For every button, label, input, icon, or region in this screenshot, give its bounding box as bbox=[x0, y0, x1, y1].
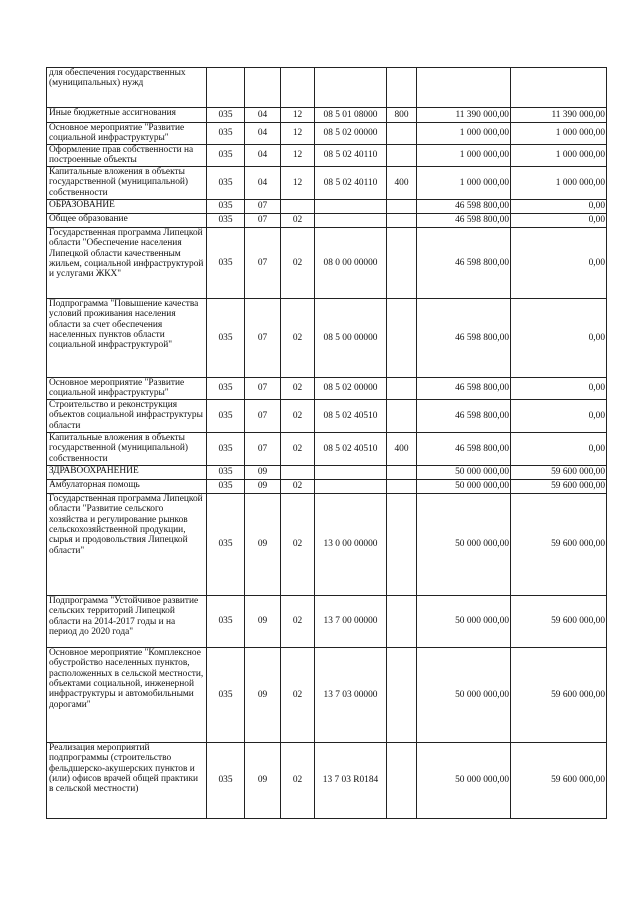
expense-type-cell bbox=[387, 479, 417, 493]
ministry-code-cell: 035 bbox=[207, 432, 245, 465]
table-row bbox=[47, 377, 607, 399]
amount-year2-cell: 59 600 000,00 bbox=[511, 479, 607, 493]
section-code-cell: 07 bbox=[245, 227, 281, 298]
ministry-code-cell: 035 bbox=[207, 123, 245, 145]
section-code-cell: 09 bbox=[245, 479, 281, 493]
expense-name-cell: Строительство и реконструкция объектов социальной инфраструктуры области bbox=[47, 399, 207, 432]
target-article-cell bbox=[315, 199, 387, 213]
ministry-code-cell: 035 bbox=[207, 145, 245, 167]
expense-name-cell: Основное мероприятие "Развитие социальной инфраструктуры" bbox=[47, 123, 207, 145]
target-article-cell: 08 0 00 00000 bbox=[315, 227, 387, 298]
amount-year1-cell: 46 598 800,00 bbox=[417, 298, 511, 377]
amount-year2-cell: 0,00 bbox=[511, 199, 607, 213]
ministry-code-cell: 035 bbox=[207, 108, 245, 123]
section-code-cell: 07 bbox=[245, 298, 281, 377]
target-article-cell: 13 7 03 00000 bbox=[315, 647, 387, 742]
expense-name-cell: Иные бюджетные ассигнования bbox=[47, 108, 207, 123]
section-code-cell: 09 bbox=[245, 647, 281, 742]
subsection-code-cell: 02 bbox=[281, 227, 315, 298]
subsection-code-cell: 02 bbox=[281, 399, 315, 432]
target-article-cell: 08 5 02 40510 bbox=[315, 432, 387, 465]
budget-table bbox=[46, 67, 607, 819]
table-row bbox=[47, 647, 607, 742]
section-code-cell: 07 bbox=[245, 432, 281, 465]
expense-name-cell: Амбулаторная помощь bbox=[47, 479, 207, 493]
target-article-cell: 13 0 00 00000 bbox=[315, 493, 387, 595]
target-article-cell bbox=[315, 68, 387, 108]
ministry-code-cell: 035 bbox=[207, 595, 245, 647]
expense-type-cell bbox=[387, 742, 417, 818]
amount-year1-cell: 50 000 000,00 bbox=[417, 647, 511, 742]
target-article-cell: 08 5 02 40110 bbox=[315, 166, 387, 199]
amount-year1-cell: 50 000 000,00 bbox=[417, 479, 511, 493]
expense-type-cell bbox=[387, 213, 417, 227]
table-row bbox=[47, 465, 607, 479]
subsection-code-cell: 12 bbox=[281, 145, 315, 167]
amount-year1-cell: 11 390 000,00 bbox=[417, 108, 511, 123]
expense-name-cell: Основное мероприятие "Развитие социальной инфраструктуры" bbox=[47, 377, 207, 399]
table-row bbox=[47, 742, 607, 818]
expense-name-cell: Подпрограмма "Устойчивое развитие сельских территорий Липецкой области на 2014-2017 годы и на период до 2020 года" bbox=[47, 595, 207, 647]
subsection-code-cell: 02 bbox=[281, 377, 315, 399]
section-code-cell: 04 bbox=[245, 145, 281, 167]
amount-year1-cell: 46 598 800,00 bbox=[417, 399, 511, 432]
amount-year1-cell: 50 000 000,00 bbox=[417, 742, 511, 818]
subsection-code-cell: 12 bbox=[281, 123, 315, 145]
target-article-cell: 13 7 00 00000 bbox=[315, 595, 387, 647]
subsection-code-cell: 12 bbox=[281, 166, 315, 199]
expense-name-cell: Капитальные вложения в объекты государственной (муниципальной) собственности bbox=[47, 432, 207, 465]
subsection-code-cell: 02 bbox=[281, 595, 315, 647]
expense-type-cell bbox=[387, 199, 417, 213]
subsection-code-cell: 02 bbox=[281, 432, 315, 465]
section-code-cell: 09 bbox=[245, 595, 281, 647]
expense-name-cell: Оформление прав собственности на построенные объекты bbox=[47, 145, 207, 167]
subsection-code-cell bbox=[281, 465, 315, 479]
amount-year2-cell: 59 600 000,00 bbox=[511, 465, 607, 479]
expense-type-cell: 400 bbox=[387, 166, 417, 199]
expense-name-cell: ЗДРАВООХРАНЕНИЕ bbox=[47, 465, 207, 479]
expense-type-cell bbox=[387, 377, 417, 399]
ministry-code-cell: 035 bbox=[207, 465, 245, 479]
expense-type-cell: 800 bbox=[387, 108, 417, 123]
amount-year1-cell: 1 000 000,00 bbox=[417, 166, 511, 199]
expense-type-cell bbox=[387, 647, 417, 742]
expense-name-cell: Общее образование bbox=[47, 213, 207, 227]
section-code-cell: 07 bbox=[245, 399, 281, 432]
subsection-code-cell: 02 bbox=[281, 479, 315, 493]
target-article-cell bbox=[315, 213, 387, 227]
amount-year1-cell: 50 000 000,00 bbox=[417, 595, 511, 647]
target-article-cell: 08 5 02 00000 bbox=[315, 123, 387, 145]
amount-year2-cell: 59 600 000,00 bbox=[511, 595, 607, 647]
ministry-code-cell: 035 bbox=[207, 479, 245, 493]
table-row bbox=[47, 213, 607, 227]
table-row bbox=[47, 199, 607, 213]
amount-year2-cell: 0,00 bbox=[511, 213, 607, 227]
expense-name-cell: для обеспечения государственных (муниципальных) нужд bbox=[47, 68, 207, 108]
table-row bbox=[47, 493, 607, 595]
table-row bbox=[47, 145, 607, 167]
amount-year1-cell: 46 598 800,00 bbox=[417, 432, 511, 465]
expense-name-cell: Подпрограмма "Повышение качества условий проживания населения области за счет обеспечения населенных пунктов области социальной инфраструктурой" bbox=[47, 298, 207, 377]
ministry-code-cell: 035 bbox=[207, 166, 245, 199]
ministry-code-cell: 035 bbox=[207, 298, 245, 377]
subsection-code-cell: 02 bbox=[281, 298, 315, 377]
target-article-cell: 08 5 02 40510 bbox=[315, 399, 387, 432]
ministry-code-cell bbox=[207, 68, 245, 108]
expense-type-cell bbox=[387, 227, 417, 298]
expense-type-cell bbox=[387, 465, 417, 479]
amount-year1-cell: 50 000 000,00 bbox=[417, 493, 511, 595]
amount-year2-cell: 0,00 bbox=[511, 227, 607, 298]
amount-year1-cell: 1 000 000,00 bbox=[417, 145, 511, 167]
target-article-cell: 08 5 01 08000 bbox=[315, 108, 387, 123]
target-article-cell bbox=[315, 465, 387, 479]
amount-year2-cell bbox=[511, 68, 607, 108]
budget-table-body bbox=[47, 68, 607, 819]
subsection-code-cell: 02 bbox=[281, 493, 315, 595]
amount-year1-cell: 50 000 000,00 bbox=[417, 465, 511, 479]
amount-year1-cell: 46 598 800,00 bbox=[417, 199, 511, 213]
section-code-cell: 04 bbox=[245, 123, 281, 145]
target-article-cell: 08 5 02 00000 bbox=[315, 377, 387, 399]
expense-name-cell: Государственная программа Липецкой области "Обеспечение населения Липецкой области качественным жильем, социальной инфраструктурой и услугами ЖКХ" bbox=[47, 227, 207, 298]
section-code-cell: 09 bbox=[245, 493, 281, 595]
amount-year1-cell bbox=[417, 68, 511, 108]
expense-type-cell bbox=[387, 595, 417, 647]
section-code-cell: 09 bbox=[245, 465, 281, 479]
section-code-cell: 09 bbox=[245, 742, 281, 818]
expense-type-cell bbox=[387, 399, 417, 432]
expense-type-cell bbox=[387, 145, 417, 167]
ministry-code-cell: 035 bbox=[207, 399, 245, 432]
table-row bbox=[47, 68, 607, 108]
amount-year1-cell: 1 000 000,00 bbox=[417, 123, 511, 145]
target-article-cell bbox=[315, 479, 387, 493]
amount-year2-cell: 0,00 bbox=[511, 432, 607, 465]
table-row bbox=[47, 432, 607, 465]
ministry-code-cell: 035 bbox=[207, 199, 245, 213]
ministry-code-cell: 035 bbox=[207, 213, 245, 227]
ministry-code-cell: 035 bbox=[207, 227, 245, 298]
section-code-cell: 04 bbox=[245, 166, 281, 199]
budget-table-page bbox=[46, 67, 606, 819]
expense-type-cell bbox=[387, 298, 417, 377]
amount-year2-cell: 0,00 bbox=[511, 377, 607, 399]
expense-name-cell: ОБРАЗОВАНИЕ bbox=[47, 199, 207, 213]
expense-name-cell: Капитальные вложения в объекты государственной (муниципальной) собственности bbox=[47, 166, 207, 199]
expense-name-cell: Государственная программа Липецкой области "Развитие сельского хозяйства и регулирование рынков сельскохозяйственной продукции, сырья и продовольствия Липецкой области" bbox=[47, 493, 207, 595]
expense-type-cell bbox=[387, 68, 417, 108]
table-row bbox=[47, 108, 607, 123]
subsection-code-cell bbox=[281, 199, 315, 213]
section-code-cell: 07 bbox=[245, 213, 281, 227]
subsection-code-cell: 02 bbox=[281, 213, 315, 227]
table-row bbox=[47, 298, 607, 377]
ministry-code-cell: 035 bbox=[207, 377, 245, 399]
table-row bbox=[47, 166, 607, 199]
amount-year2-cell: 1 000 000,00 bbox=[511, 123, 607, 145]
ministry-code-cell: 035 bbox=[207, 493, 245, 595]
amount-year2-cell: 11 390 000,00 bbox=[511, 108, 607, 123]
expense-type-cell: 400 bbox=[387, 432, 417, 465]
table-row bbox=[47, 399, 607, 432]
section-code-cell: 07 bbox=[245, 199, 281, 213]
table-row bbox=[47, 227, 607, 298]
section-code-cell: 07 bbox=[245, 377, 281, 399]
amount-year2-cell: 0,00 bbox=[511, 399, 607, 432]
expense-type-cell bbox=[387, 123, 417, 145]
section-code-cell bbox=[245, 68, 281, 108]
amount-year2-cell: 0,00 bbox=[511, 298, 607, 377]
amount-year1-cell: 46 598 800,00 bbox=[417, 227, 511, 298]
amount-year2-cell: 59 600 000,00 bbox=[511, 647, 607, 742]
subsection-code-cell: 12 bbox=[281, 108, 315, 123]
amount-year2-cell: 59 600 000,00 bbox=[511, 493, 607, 595]
table-row bbox=[47, 123, 607, 145]
amount-year2-cell: 1 000 000,00 bbox=[511, 166, 607, 199]
amount-year2-cell: 1 000 000,00 bbox=[511, 145, 607, 167]
amount-year1-cell: 46 598 800,00 bbox=[417, 213, 511, 227]
expense-name-cell: Реализация мероприятий подпрограммы (строительство фельдшерско-акушерских пунктов и (или) офисов врачей общей практики в сельской местности) bbox=[47, 742, 207, 818]
amount-year1-cell: 46 598 800,00 bbox=[417, 377, 511, 399]
expense-name-cell: Основное мероприятие "Комплексное обустройство населенных пунктов, расположенных в сельской местности, объектами социальной, инженерной инфраструктуры и автомобильными дорогами" bbox=[47, 647, 207, 742]
ministry-code-cell: 035 bbox=[207, 742, 245, 818]
subsection-code-cell: 02 bbox=[281, 647, 315, 742]
subsection-code-cell: 02 bbox=[281, 742, 315, 818]
table-row bbox=[47, 595, 607, 647]
section-code-cell: 04 bbox=[245, 108, 281, 123]
amount-year2-cell: 59 600 000,00 bbox=[511, 742, 607, 818]
table-row bbox=[47, 479, 607, 493]
target-article-cell: 08 5 02 40110 bbox=[315, 145, 387, 167]
target-article-cell: 13 7 03 R0184 bbox=[315, 742, 387, 818]
target-article-cell: 08 5 00 00000 bbox=[315, 298, 387, 377]
ministry-code-cell: 035 bbox=[207, 647, 245, 742]
expense-type-cell bbox=[387, 493, 417, 595]
subsection-code-cell bbox=[281, 68, 315, 108]
